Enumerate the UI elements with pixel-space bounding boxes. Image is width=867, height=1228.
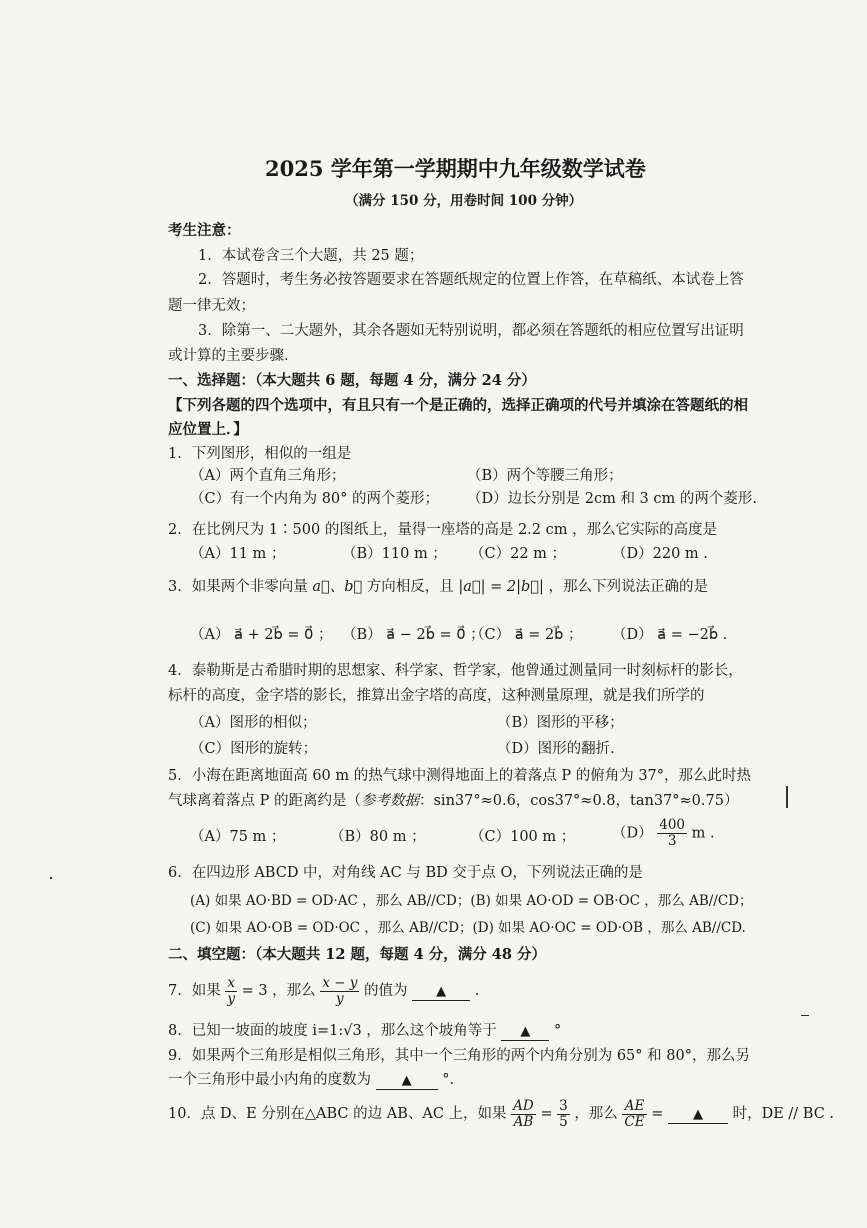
stem-part: ° bbox=[554, 1023, 562, 1039]
stem-part: 的值为 bbox=[364, 983, 408, 999]
fraction bbox=[225, 976, 237, 1007]
question-stem: 标杆的高度，金字塔的影长，推算出金字塔的高度，这种测量原理，就是我们所学的 bbox=[168, 688, 705, 704]
option-d-prefix: （D） bbox=[612, 825, 653, 842]
stem-part: °. bbox=[442, 1072, 455, 1088]
option-c: （C） a⃗ = 2b⃗ ； bbox=[470, 627, 583, 643]
option-d bbox=[612, 818, 715, 849]
option-a: （A）11 m ； bbox=[190, 546, 286, 562]
question-stem: 2．在比例尺为 1∶500 的图纸上，量得一座塔的高是 2.2 cm ，那么它实际的高度是 bbox=[168, 522, 718, 538]
fraction bbox=[622, 1099, 646, 1130]
fraction-denominator: 3 bbox=[667, 833, 677, 849]
fraction-numerator: 400 bbox=[659, 817, 686, 833]
stem-part: 7．如果 bbox=[168, 983, 221, 999]
stem-part: 方向相反，且 bbox=[366, 579, 454, 595]
section-heading: 一、选择题：（本大题共 6 题，每题 4 分，满分 24 分） bbox=[168, 372, 536, 389]
answer-blank[interactable]: ▲ bbox=[668, 1107, 728, 1124]
option-d: （D） a⃗ = −2b⃗ . bbox=[612, 627, 728, 643]
stem-part: ，那么下列说法正确的是 bbox=[548, 579, 708, 595]
option-b: （B）80 m ； bbox=[330, 829, 426, 845]
section-heading: 二、填空题：（本大题共 12 题，每题 4 分，满分 48 分） bbox=[168, 946, 546, 963]
fraction-numerator: x − y bbox=[322, 974, 358, 991]
stem-part: = bbox=[540, 1106, 553, 1122]
option-b: （B） a⃗ − 2b⃗ = 0⃗ ； bbox=[342, 627, 485, 643]
scan-mark bbox=[801, 1015, 809, 1016]
stem-part: = 3 ，那么 bbox=[241, 983, 316, 999]
option-d: （D）边长分别是 2cm 和 3 cm 的两个菱形. bbox=[467, 491, 757, 507]
option-b: （B）110 m ； bbox=[342, 546, 447, 562]
notice-item: 或计算的主要步骤． bbox=[168, 348, 299, 364]
question-stem bbox=[168, 1071, 454, 1090]
reference-label: 参考数据 bbox=[360, 793, 419, 809]
stem-part: 8．已知一坡面的坡度 i=1:√3 ，那么这个坡角等于 bbox=[168, 1023, 497, 1039]
stem-part: ，那么 bbox=[574, 1106, 618, 1122]
answer-blank[interactable]: ▲ bbox=[501, 1024, 549, 1041]
question-stem: 1．下列图形，相似的一组是 bbox=[168, 446, 352, 462]
question-stem bbox=[168, 578, 708, 596]
option-a: （A）图形的相似； bbox=[190, 715, 317, 731]
section-instruction: 应位置上．】 bbox=[168, 421, 248, 438]
scan-mark bbox=[50, 877, 52, 879]
question-stem bbox=[168, 792, 738, 810]
stem-part: . bbox=[474, 983, 480, 999]
stem-part: 时，DE // BC . bbox=[732, 1106, 835, 1122]
option-b: （B）两个等腰三角形； bbox=[467, 468, 623, 484]
fraction-numerator: AE bbox=[622, 1099, 646, 1115]
notice-item: 1．本试卷含三个大题，共 25 题； bbox=[198, 248, 424, 264]
fraction-denominator: 5 bbox=[559, 1113, 568, 1130]
notice-heading: 考生注意： bbox=[168, 222, 241, 239]
question-stem: 9．如果两个三角形是相似三角形，其中一个三角形的两个内角分别为 65° 和 80°，那么另 bbox=[168, 1048, 750, 1064]
vector-names: a⃗、b⃗ bbox=[312, 579, 363, 595]
option-d: （D）220 m . bbox=[612, 546, 708, 562]
question-stem bbox=[168, 1096, 834, 1132]
fraction-denominator: AB bbox=[513, 1113, 534, 1130]
fraction bbox=[657, 818, 687, 849]
fraction-numerator: x bbox=[225, 976, 237, 992]
stem-part: 10．点 D、E 分别在△ABC 的边 AB、AC 上，如果 bbox=[168, 1106, 507, 1122]
exam-subtitle: （满分 150 分，用卷时间 100 分钟） bbox=[345, 193, 583, 209]
fraction-denominator: y bbox=[227, 990, 235, 1007]
stem-part: = bbox=[651, 1106, 664, 1122]
question-stem: 5．小海在距离地面高 60 m 的热气球中测得地面上的着落点 P 的俯角为 37°，那么此时热 bbox=[168, 768, 752, 784]
fraction-denominator: CE bbox=[624, 1113, 645, 1130]
scan-mark bbox=[786, 786, 788, 808]
fraction bbox=[320, 976, 359, 1007]
option-c: （C）22 m ； bbox=[470, 546, 567, 562]
option-c: （C）有一个内角为 80° 的两个菱形； bbox=[190, 491, 440, 507]
option-a: （A）75 m ； bbox=[190, 829, 286, 845]
option-c: （C）图形的旋转； bbox=[190, 741, 318, 757]
fraction-denominator: y bbox=[336, 990, 344, 1007]
stem-part: 气球离着落点 P 的距离约是（ bbox=[168, 793, 361, 809]
notice-item: 3．除第一、二大题外，其余各题如无特别说明，都必须在答题纸的相应位置写出证明 bbox=[198, 323, 744, 339]
fraction-numerator: AD bbox=[513, 1097, 534, 1114]
question-stem: 6．在四边形 ABCD 中，对角线 AC 与 BD 交于点 O，下列说法正确的是 bbox=[168, 865, 643, 881]
question-stem bbox=[168, 974, 479, 1008]
fraction bbox=[511, 1099, 536, 1130]
exam-title: 2025 学年第一学期期中九年级数学试卷 bbox=[265, 156, 646, 181]
question-stem bbox=[168, 1022, 561, 1041]
answer-blank[interactable]: ▲ bbox=[376, 1073, 438, 1090]
fraction-numerator: 3 bbox=[559, 1097, 568, 1114]
vector-condition: |a⃗| = 2|b⃗| bbox=[458, 579, 544, 595]
notice-item: 2．答题时，考生务必按答题要求在答题纸规定的位置上作答，在草稿纸、本试卷上答 bbox=[198, 272, 744, 288]
option-a: （A）两个直角三角形； bbox=[190, 468, 346, 484]
options-ab: (A) 如果 AO·BD = OD·AC ，那么 AB//CD；(B) 如果 AO·OD = OB·OC ，那么 AB//CD； bbox=[190, 893, 753, 909]
fraction bbox=[557, 1099, 570, 1130]
option-c: （C）100 m ； bbox=[470, 829, 576, 845]
answer-blank[interactable]: ▲ bbox=[412, 984, 470, 1001]
stem-part: 一个三角形中最小内角的度数为 bbox=[168, 1072, 371, 1088]
option-a: （A） a⃗ + 2b⃗ = 0⃗ ； bbox=[190, 627, 333, 643]
option-b: （B）图形的平移； bbox=[497, 715, 624, 731]
option-d: （D）图形的翻折. bbox=[497, 741, 615, 757]
option-d-suffix: m . bbox=[691, 825, 715, 842]
section-instruction: 【下列各题的四个选项中，有且只有一个是正确的，选择正确项的代号并填涂在答题纸的相 bbox=[168, 397, 748, 414]
question-stem: 4．泰勒斯是古希腊时期的思想家、科学家、哲学家，他曾通过测量同一时刻标杆的影长， bbox=[168, 663, 743, 679]
reference-data: ：sin37°≈0.6，cos37°≈0.8，tan37°≈0.75） bbox=[418, 793, 739, 809]
options-cd: (C) 如果 AO·OB = OD·OC ，那么 AB//CD；(D) 如果 AO·OC = OD·OB ，那么 AB//CD. bbox=[190, 920, 746, 936]
stem-part: 3．如果两个非零向量 bbox=[168, 579, 308, 595]
notice-item: 题一律无效； bbox=[168, 298, 255, 314]
